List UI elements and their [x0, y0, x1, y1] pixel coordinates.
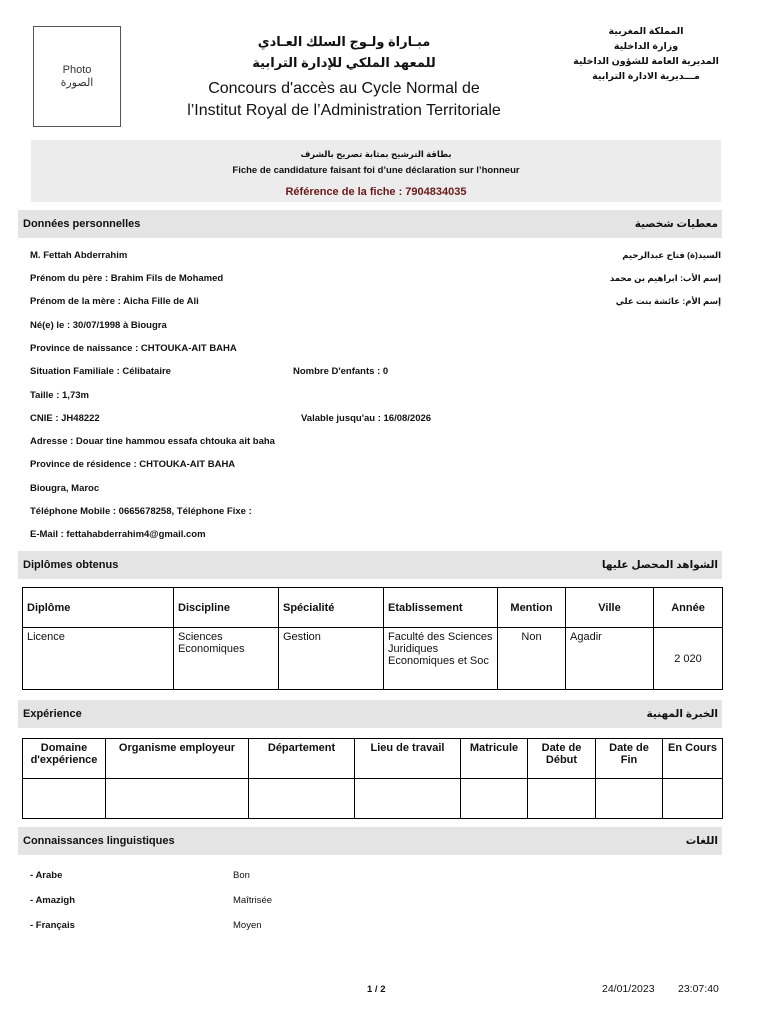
- page-number: 1 / 2: [367, 984, 386, 995]
- org-line1: المملكة المغربية: [608, 26, 684, 37]
- col-mention: Mention: [498, 588, 566, 628]
- col-matricule: Matricule: [461, 739, 528, 779]
- card-reference: Référence de la fiche : 7904834035: [285, 186, 467, 198]
- col-ville: Ville: [566, 588, 654, 628]
- cell-discipline: Sciences Economiques: [174, 628, 279, 690]
- father-name: Prénom du père : Brahim Fils de Mohamed: [30, 273, 224, 284]
- language-name: - Français: [30, 920, 75, 931]
- empty-cell: [461, 779, 528, 819]
- residence-province: Province de résidence : CHTOUKA-AIT BAHA: [30, 459, 236, 470]
- organization-block: [561, 24, 731, 84]
- address: Adresse : Douar tine hammou essafa chtouka ait baha: [30, 436, 275, 447]
- col-specialite: Spécialité: [279, 588, 384, 628]
- section-experience: [18, 700, 722, 728]
- cell-specialite: Gestion: [279, 628, 384, 690]
- city-country: Biougra, Maroc: [30, 483, 100, 494]
- marital-status: Situation Familiale : Célibataire: [30, 366, 171, 377]
- cell-mention: Non: [498, 628, 566, 690]
- title-fr-line1: Concours d'accès au Cycle Normal de: [208, 80, 480, 97]
- col-etablissement: Etablissement: [384, 588, 498, 628]
- col-annee: Année: [654, 588, 723, 628]
- org-line2: وزارة الداخلية: [613, 41, 679, 52]
- language-level: Maîtrisée: [233, 895, 273, 906]
- candidate-name-ar: السيد(ة) فتاح عبدالرحيم: [622, 250, 721, 260]
- col-lieu: Lieu de travail: [355, 739, 461, 779]
- section-languages-ar: اللغات: [685, 835, 718, 847]
- father-name-ar: إسم الأب: ابراهيم بن محمد: [609, 273, 721, 283]
- phones: Téléphone Mobile : 0665678258, Téléphone Fixe :: [30, 506, 252, 517]
- section-languages-fr: Connaissances linguistiques: [23, 835, 175, 847]
- card-title-fr: Fiche de candidature faisant foi d’une déclaration sur l’honneur: [232, 165, 520, 176]
- cell-diplome: Licence: [23, 628, 174, 690]
- title-fr-line2: l’Institut Royal de l’Administration Territoriale: [187, 102, 501, 119]
- empty-cell: [596, 779, 663, 819]
- cell-etablissement: Faculté des Sciences Juridiques Economiques et Soc: [384, 628, 498, 690]
- empty-cell: [106, 779, 249, 819]
- cell-annee: 2 020: [654, 628, 723, 690]
- col-diplome: Diplôme: [23, 588, 174, 628]
- diplomas-header-row: [23, 588, 723, 628]
- table-row: [23, 628, 723, 690]
- table-row: [23, 779, 723, 819]
- section-personal: [18, 210, 722, 238]
- col-domaine: Domaine d'expérience: [23, 739, 106, 779]
- empty-cell: [249, 779, 355, 819]
- card-title-box: [31, 140, 721, 202]
- language-level: Bon: [233, 870, 250, 881]
- section-diplomas-fr: Diplômes obtenus: [23, 559, 119, 571]
- title-ar-line1: مبـاراة ولـوج السلك العـادي: [257, 34, 431, 49]
- birth-province: Province de naissance : CHTOUKA-AIT BAHA: [30, 343, 237, 354]
- cell-ville: Agadir: [566, 628, 654, 690]
- org-line4: مـــديرية الادارة الترابية: [592, 71, 700, 82]
- photo-placeholder: [33, 26, 121, 127]
- col-en-cours: En Cours: [663, 739, 723, 779]
- mother-name: Prénom de la mère : Aicha Fille de Ali: [30, 296, 199, 307]
- col-departement: Département: [249, 739, 355, 779]
- section-personal-ar: معطيات شخصية: [634, 218, 718, 230]
- photo-label-ar: الصورة: [60, 76, 94, 89]
- language-name: - Arabe: [30, 870, 63, 881]
- experience-header-row: [23, 739, 723, 779]
- cnie: CNIE : JH48222: [30, 413, 100, 424]
- col-discipline: Discipline: [174, 588, 279, 628]
- print-time: 23:07:40: [678, 983, 719, 995]
- height: Taille : 1,73m: [30, 390, 89, 401]
- section-personal-fr: Données personnelles: [23, 218, 141, 230]
- card-title-ar: بطاقة الترشيح بمثابة تصريح بالشرف: [300, 149, 452, 159]
- experience-table: [22, 738, 723, 819]
- empty-cell: [23, 779, 106, 819]
- section-diplomas: [18, 551, 722, 579]
- birth-info: Né(e) le : 30/07/1998 à Biougra: [30, 320, 167, 331]
- title-ar-line2: للمعهد الملكي للإدارة الترابية: [252, 55, 436, 70]
- section-experience-fr: Expérience: [23, 708, 82, 720]
- section-experience-ar: الخبرة المهنية: [646, 708, 718, 720]
- cnie-valid-until: Valable jusqu'au : 16/08/2026: [301, 413, 432, 424]
- candidate-name: M. Fettah Abderrahim: [30, 250, 128, 261]
- mother-name-ar: إسم الأم: عائشة بنت علي: [615, 296, 721, 306]
- children-count: Nombre D'enfants : 0: [293, 366, 389, 377]
- col-date-debut: Date de Début: [528, 739, 596, 779]
- photo-label-fr: Photo: [62, 63, 92, 76]
- org-line3: المديرية العامة للشؤون الداخلية: [573, 56, 719, 67]
- empty-cell: [355, 779, 461, 819]
- language-level: Moyen: [233, 920, 262, 931]
- empty-cell: [528, 779, 596, 819]
- email: E-Mail : fettahabderrahim4@gmail.com: [30, 529, 206, 540]
- language-name: - Amazigh: [30, 895, 76, 906]
- col-organisme: Organisme employeur: [106, 739, 249, 779]
- print-date: 24/01/2023: [602, 983, 655, 995]
- col-date-fin: Date de Fin: [596, 739, 663, 779]
- diplomas-table: [22, 587, 723, 690]
- empty-cell: [663, 779, 723, 819]
- section-diplomas-ar: الشواهد المحصل عليها: [601, 559, 718, 571]
- section-languages: [18, 827, 722, 855]
